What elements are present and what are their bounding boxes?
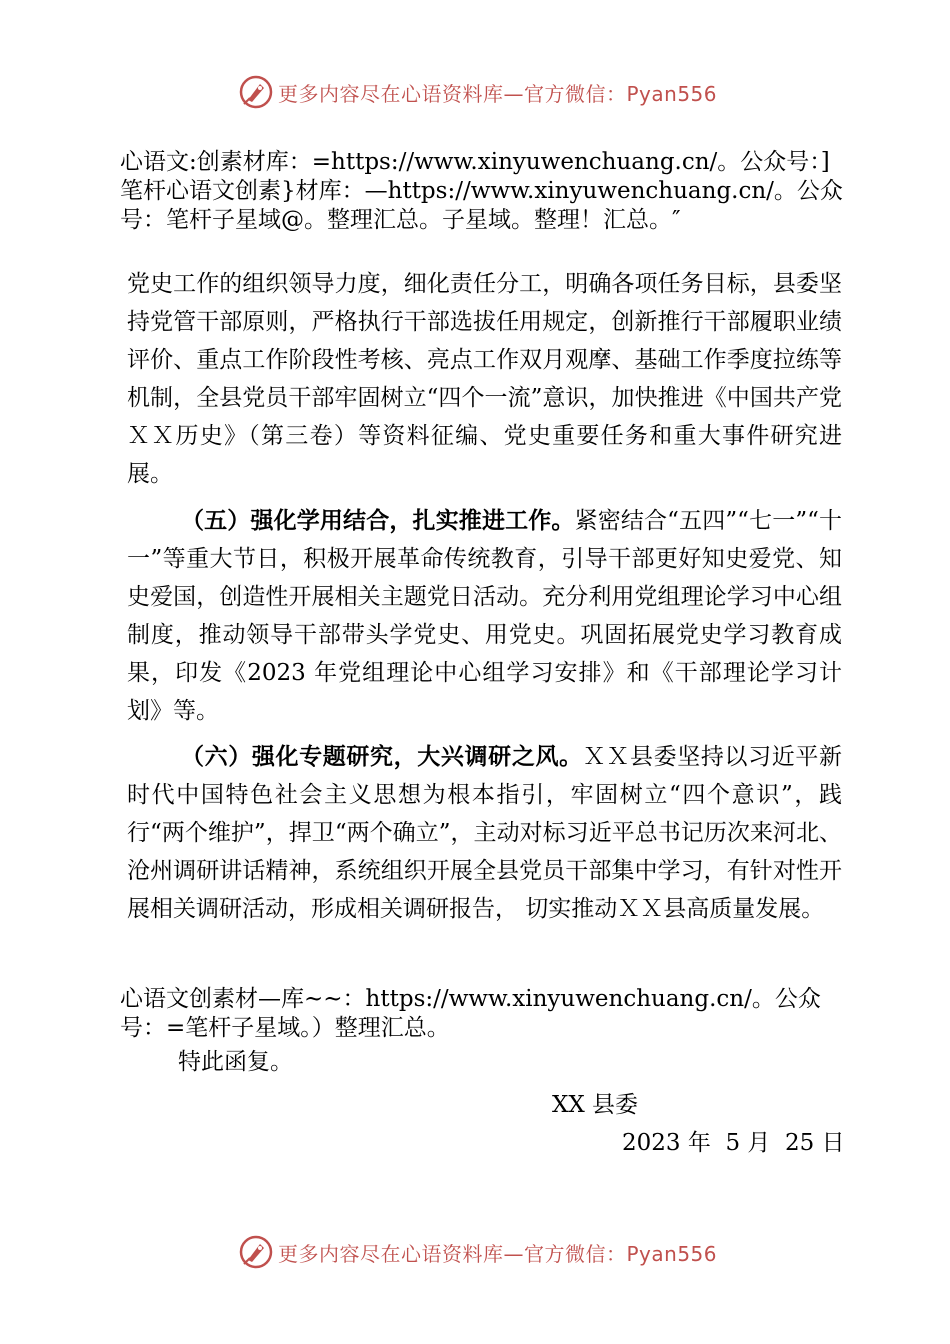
pen-nib-logo-icon xyxy=(238,1234,274,1270)
section-heading: （五）强化学用结合，扎实推进工作。 xyxy=(181,508,575,534)
body-paragraph xyxy=(127,502,842,730)
paragraph-body: 紧密结合“五四”“七一”“十一”等重大节日，积极开展革命传统教育，引导干部更好知史爱党、知史爱国，创造性开展相关主题党日活动。充分利用党组理论学习中心组制度，推动领导干部带头学党史、用党史。巩固拓展党史学习教育成果，印发《2023 年党组理论中心组学习安排》和《干部理论学习计划》等。 xyxy=(127,508,843,724)
section-heading: （六）强化专题研究，大兴调研之风。 xyxy=(181,744,583,770)
paragraph-body: ＸＸ县委坚持以习近平新时代中国特色社会主义思想为根本指引，牢固树立“四个意识”，践行“两个维护”，捍卫“两个确立”，主动对标习近平总书记历次来河北、沧州调研讲话精神，系统组织开展全县党员干部集中学习，有针对性开展相关调研活动，形成相关调研报告， 切实推动ＸＸ县高质量发展。 xyxy=(127,744,843,922)
paragraph-body: 党史工作的组织领导力度，细化责任分工，明确各项任务目标，县委坚持党管干部原则，严格执行干部选拔任用规定，创新推行干部履职业绩评价、重点工作阶段性考核、亮点工作双月观摩、基础工作季度拉练等机制，全县党员干部牢固树立“四个一流”意识，加快推进《中国共产党ＸＸ历史》（第三卷）等资料征编、党史重要任务和重大事件研究进展。 xyxy=(127,271,842,487)
banner-text: 更多内容尽在心语资料库—官方微信：Pyan556 xyxy=(278,81,718,106)
banner-text: 更多内容尽在心语资料库—官方微信：Pyan556 xyxy=(278,1241,718,1266)
closing-reply: 特此函复。 xyxy=(178,1049,293,1075)
body-paragraph xyxy=(127,265,842,493)
pen-nib-logo-icon xyxy=(238,74,274,110)
header-banner[interactable] xyxy=(238,72,717,112)
watermark-text-top: 心语文:创素材库：=https://www.xinyuwenchuang.cn/。公众号：]笔杆心语文创素}材库：—https://www.xinyuwenchuang.cn/。公众号：笔杆子星域@。整理汇总。子星域。整理！汇总。″ xyxy=(120,149,843,233)
document-date: 2023 年 5 月 25 日 xyxy=(622,1130,845,1156)
body-paragraph xyxy=(127,738,842,928)
footer-banner[interactable] xyxy=(238,1232,717,1272)
signer: XX 县委 xyxy=(552,1092,639,1118)
watermark-text-bottom: 心语文创素材—库~~：https://www.xinyuwenchuang.cn/。公众号：=笔杆子星域。）整理汇总。 xyxy=(120,986,821,1041)
